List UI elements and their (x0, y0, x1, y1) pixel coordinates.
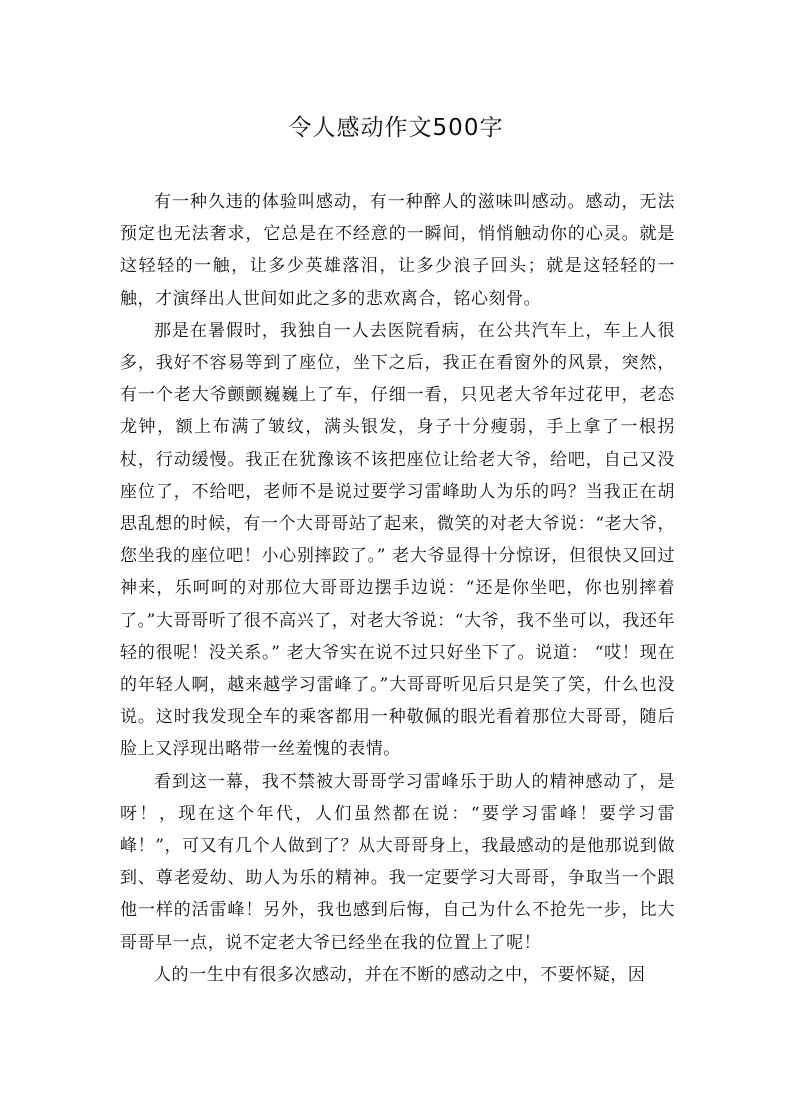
paragraph-1: 有一种久违的体验叫感动，有一种醉人的滋味叫感动。感动，无法预定也无法奢求，它总是在不经意的一瞬间，悄悄触动你的心灵。就是这轻轻的一触，让多少英雄落泪，让多少浪子回头；就是这轻轻的一触，才演绎出人世间如此之多的悲欢离合，铭心刻骨。 (120, 192, 675, 309)
document-title: 令人感动作文500字 (288, 115, 504, 141)
document-body (120, 186, 675, 991)
paragraph-4: 人的一生中有很多次感动，并在不断的感动之中，不要怀疑，因 (154, 964, 646, 985)
paragraph-2: 那是在暑假时，我独自一人去医院看病，在公共汽车上，车上人很多，我好不容易等到了座位，坐下之后，我正在看窗外的风景，突然，有一个老大爷颤颤巍巍上了车，仔细一看，只见老大爷年过花甲，老态龙钟，额上布满了皱纹，满头银发，身子十分瘦弱，手上拿了一根拐杖，行动缓慢。我正在犹豫该不该把座位让给老大爷，给吧，自己又没座位了，不给吧，老师不是说过要学习雷峰助人为乐的吗？当我正在胡思乱想的时候，有一个大哥哥站了起来，微笑的对老大爷说：“老大爷，您坐我的座位吧！小心别摔跤了。” 老大爷显得十分惊讶，但很快又回过神来，乐呵呵的对那位大哥哥边摆手边说：“还是你坐吧，你也别摔着了。”大哥哥听了很不高兴了，对老大爷说：“大爷，我不坐可以，我还年轻的很呢！没关系。” 老大爷实在说不过只好坐下了。说道： “哎！现在的年轻人啊，越来越学习雷峰了。”大哥哥听见后只是笑了笑，什么也没说。这时我发现全车的乘客都用一种敬佩的眼光看着那位大哥哥，随后脸上又浮现出略带一丝羞愧的表情。 (120, 320, 675, 760)
paragraph-3: 看到这一幕，我不禁被大哥哥学习雷峰乐于助人的精神感动了，是呀！，现在这个年代，人们虽然都在说：“要学习雷峰！要学习雷峰！”，可又有几个人做到了？从大哥哥身上，我最感动的是他那说到做到、尊老爱幼、助人为乐的精神。我一定要学习大哥哥，争取当一个跟他一样的活雷峰！另外，我也感到后悔，自己为什么不抢先一步，比大哥哥早一点，说不定老大爷已经坐在我的位置上了呢！ (120, 771, 675, 953)
